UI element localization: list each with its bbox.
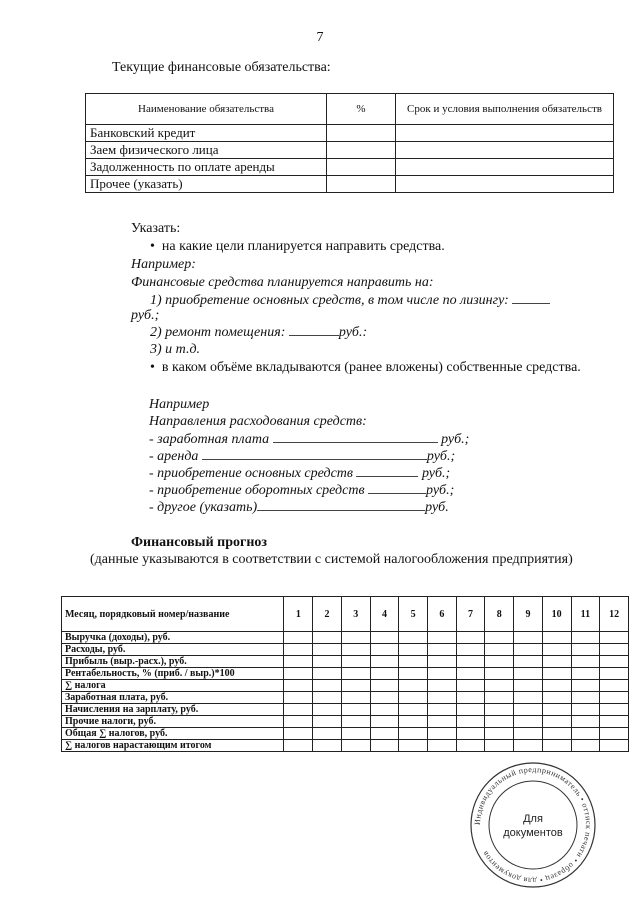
forecast-cell <box>341 740 370 752</box>
forecast-cell <box>600 644 629 656</box>
forecast-cell <box>284 692 313 704</box>
fill-in-line <box>368 483 426 494</box>
forecast-cell <box>600 704 629 716</box>
forecast-cell <box>514 740 543 752</box>
forecast-cell <box>542 716 571 728</box>
forecast-cell <box>428 680 457 692</box>
forecast-cell <box>284 740 313 752</box>
forecast-cell <box>485 716 514 728</box>
forecast-cell <box>284 728 313 740</box>
table-row <box>86 142 614 159</box>
forecast-cell <box>399 716 428 728</box>
forecast-cell <box>370 716 399 728</box>
forecast-cell <box>456 668 485 680</box>
forecast-row-label: Расходы, руб. <box>62 644 284 656</box>
forecast-cell <box>542 704 571 716</box>
forecast-cell <box>370 740 399 752</box>
forecast-cell <box>284 668 313 680</box>
svg-text:Индивидуальный предприниматель: Индивидуальный предприниматель • оттиск печати • образец • для документов <box>472 764 594 886</box>
spend-item: - другое (указать) руб. <box>149 500 449 515</box>
table-row <box>62 644 629 656</box>
column-header: 5 <box>399 597 428 632</box>
forecast-cell <box>284 644 313 656</box>
forecast-cell <box>313 656 342 668</box>
forecast-cell <box>313 692 342 704</box>
forecast-cell <box>313 632 342 644</box>
example-intro: Финансовые средства планируется направить на: <box>131 275 434 290</box>
example-item: 3) и т.д. <box>150 342 201 357</box>
forecast-cell <box>571 704 600 716</box>
column-header: 9 <box>514 597 543 632</box>
specify-label: Указать: <box>131 221 181 236</box>
forecast-cell <box>485 728 514 740</box>
forecast-cell <box>542 740 571 752</box>
bullet-dot: • <box>150 360 162 375</box>
forecast-cell <box>399 632 428 644</box>
forecast-cell <box>514 632 543 644</box>
fill-in-line <box>257 500 425 511</box>
column-header: 3 <box>341 597 370 632</box>
forecast-row-label: Начисления на зарплату, руб. <box>62 704 284 716</box>
table-row <box>62 680 629 692</box>
forecast-cell <box>514 692 543 704</box>
forecast-cell <box>485 740 514 752</box>
seal-stamp <box>468 760 598 890</box>
forecast-cell <box>370 656 399 668</box>
forecast-cell <box>456 644 485 656</box>
forecast-cell <box>514 644 543 656</box>
bullet-dot: • <box>150 239 162 254</box>
fill-in-line <box>512 293 550 304</box>
forecast-cell <box>542 680 571 692</box>
obligation-name: Прочее (указать) <box>86 176 327 193</box>
forecast-cell <box>341 644 370 656</box>
forecast-cell <box>571 728 600 740</box>
forecast-cell <box>428 740 457 752</box>
fill-in-line <box>273 432 438 443</box>
forecast-cell <box>399 728 428 740</box>
forecast-cell <box>341 680 370 692</box>
column-header: 12 <box>600 597 629 632</box>
column-header: % <box>327 94 396 125</box>
example-label: Например <box>149 397 210 412</box>
forecast-cell <box>485 644 514 656</box>
forecast-cell <box>514 656 543 668</box>
forecast-cell <box>399 644 428 656</box>
table-row <box>86 176 614 193</box>
forecast-cell <box>456 632 485 644</box>
spend-item: - приобретение основных средств руб.; <box>149 466 451 481</box>
forecast-cell <box>313 716 342 728</box>
forecast-cell <box>428 656 457 668</box>
forecast-cell <box>542 692 571 704</box>
forecast-cell <box>485 692 514 704</box>
obligation-name: Банковский кредит <box>86 125 327 142</box>
forecast-row-label: ∑ налога <box>62 680 284 692</box>
forecast-cell <box>542 656 571 668</box>
forecast-cell <box>341 656 370 668</box>
fill-in-line <box>289 325 339 336</box>
forecast-title: Финансовый прогноз <box>131 535 268 550</box>
forecast-cell <box>428 716 457 728</box>
forecast-cell <box>485 656 514 668</box>
forecast-table-body <box>62 632 629 752</box>
fill-in-line <box>202 449 427 460</box>
forecast-cell <box>370 632 399 644</box>
forecast-cell <box>313 668 342 680</box>
forecast-cell <box>514 716 543 728</box>
table-header-row <box>86 94 614 125</box>
table-header-row <box>62 597 629 632</box>
forecast-cell <box>341 668 370 680</box>
forecast-cell <box>571 668 600 680</box>
forecast-cell <box>341 716 370 728</box>
forecast-cell <box>600 632 629 644</box>
column-header: 1 <box>284 597 313 632</box>
forecast-note: (данные указываются в соответствии с системой налогообложения предприятия) <box>90 552 573 567</box>
forecast-cell <box>600 740 629 752</box>
column-header: Наименование обязательства <box>86 94 327 125</box>
forecast-cell <box>341 692 370 704</box>
table-row <box>62 740 629 752</box>
forecast-cell <box>284 656 313 668</box>
forecast-table <box>61 596 629 752</box>
forecast-cell <box>341 704 370 716</box>
forecast-cell <box>313 644 342 656</box>
forecast-cell <box>600 692 629 704</box>
table-row <box>62 632 629 644</box>
obligation-name: Заем физического лица <box>86 142 327 159</box>
forecast-cell <box>399 656 428 668</box>
forecast-cell <box>370 692 399 704</box>
forecast-cell <box>514 668 543 680</box>
forecast-cell <box>341 728 370 740</box>
forecast-cell <box>485 704 514 716</box>
forecast-cell <box>600 668 629 680</box>
forecast-cell <box>313 680 342 692</box>
example-item-tail: руб.; <box>131 308 160 323</box>
obligations-table <box>85 93 614 193</box>
forecast-row-label: ∑ налогов нарастающим итогом <box>62 740 284 752</box>
column-header: 8 <box>485 597 514 632</box>
forecast-cell <box>284 716 313 728</box>
forecast-cell <box>571 656 600 668</box>
forecast-cell <box>571 632 600 644</box>
table-row <box>86 125 614 142</box>
forecast-cell <box>456 680 485 692</box>
forecast-cell <box>571 740 600 752</box>
table-row <box>86 159 614 176</box>
spend-item: - заработная плата руб.; <box>149 432 470 447</box>
forecast-cell <box>313 740 342 752</box>
table-row <box>62 728 629 740</box>
table-row <box>62 668 629 680</box>
forecast-cell <box>600 716 629 728</box>
forecast-cell <box>542 644 571 656</box>
column-header: 6 <box>428 597 457 632</box>
forecast-cell <box>456 740 485 752</box>
forecast-row-label: Общая ∑ налогов, руб. <box>62 728 284 740</box>
example-item: 2) ремонт помещения: руб.: <box>150 325 368 340</box>
column-header: Месяц, порядковый номер/название <box>62 597 284 632</box>
forecast-cell <box>542 668 571 680</box>
forecast-cell <box>571 692 600 704</box>
forecast-cell <box>284 680 313 692</box>
forecast-cell <box>542 632 571 644</box>
forecast-cell <box>399 680 428 692</box>
bullet-item: • на какие цели планируется направить средства. <box>150 239 445 254</box>
obligation-name: Задолженность по оплате аренды <box>86 159 327 176</box>
forecast-cell <box>428 692 457 704</box>
forecast-cell <box>370 668 399 680</box>
bullet-item: • в каком объёме вкладываются (ранее вложены) собственные средства. <box>150 360 581 375</box>
forecast-cell <box>428 668 457 680</box>
forecast-cell <box>399 692 428 704</box>
forecast-cell <box>370 680 399 692</box>
forecast-cell <box>571 644 600 656</box>
forecast-row-label: Прочие налоги, руб. <box>62 716 284 728</box>
forecast-cell <box>428 644 457 656</box>
forecast-cell <box>571 680 600 692</box>
forecast-cell <box>456 692 485 704</box>
forecast-cell <box>428 632 457 644</box>
forecast-cell <box>514 704 543 716</box>
forecast-cell <box>485 632 514 644</box>
forecast-row-label: Заработная плата, руб. <box>62 692 284 704</box>
column-header: 4 <box>370 597 399 632</box>
stamp-line: документов <box>503 827 563 839</box>
example-intro: Направления расходования средств: <box>149 414 367 429</box>
table-row <box>62 704 629 716</box>
table-row <box>62 716 629 728</box>
stamp-line: Для <box>523 813 543 825</box>
example-item: 1) приобретение основных средств, в том числе по лизингу: <box>150 291 550 310</box>
column-header: Срок и условия выполнения обязательств <box>396 94 614 125</box>
forecast-cell <box>514 680 543 692</box>
forecast-cell <box>341 632 370 644</box>
forecast-cell <box>313 704 342 716</box>
forecast-cell <box>485 680 514 692</box>
spend-item: - приобретение оборотных средств руб.; <box>149 483 455 498</box>
forecast-cell <box>370 644 399 656</box>
forecast-cell <box>284 632 313 644</box>
forecast-row-label: Рентабельность, % (приб. / выр.)*100 <box>62 668 284 680</box>
forecast-cell <box>313 728 342 740</box>
column-header: 10 <box>542 597 571 632</box>
forecast-cell <box>600 680 629 692</box>
forecast-cell <box>399 740 428 752</box>
forecast-cell <box>456 704 485 716</box>
forecast-cell <box>399 668 428 680</box>
forecast-cell <box>456 656 485 668</box>
forecast-cell <box>428 704 457 716</box>
forecast-cell <box>600 728 629 740</box>
column-header: 11 <box>571 597 600 632</box>
fill-in-line <box>356 466 418 477</box>
forecast-cell <box>284 704 313 716</box>
table-row <box>62 692 629 704</box>
forecast-cell <box>428 728 457 740</box>
forecast-cell <box>370 704 399 716</box>
table-row <box>62 656 629 668</box>
page-number: 7 <box>316 30 324 45</box>
spend-item: - аренда руб.; <box>149 449 456 464</box>
forecast-cell <box>370 728 399 740</box>
forecast-cell <box>571 716 600 728</box>
forecast-cell <box>456 716 485 728</box>
obligations-title: Текущие финансовые обязательства: <box>112 60 331 75</box>
column-header: 2 <box>313 597 342 632</box>
forecast-row-label: Выручка (доходы), руб. <box>62 632 284 644</box>
forecast-cell <box>542 728 571 740</box>
forecast-cell <box>399 704 428 716</box>
forecast-cell <box>456 728 485 740</box>
forecast-cell <box>600 656 629 668</box>
column-header: 7 <box>456 597 485 632</box>
forecast-cell <box>514 728 543 740</box>
forecast-row-label: Прибыль (выр.-расх.), руб. <box>62 656 284 668</box>
example-label: Например: <box>131 257 196 272</box>
forecast-cell <box>485 668 514 680</box>
